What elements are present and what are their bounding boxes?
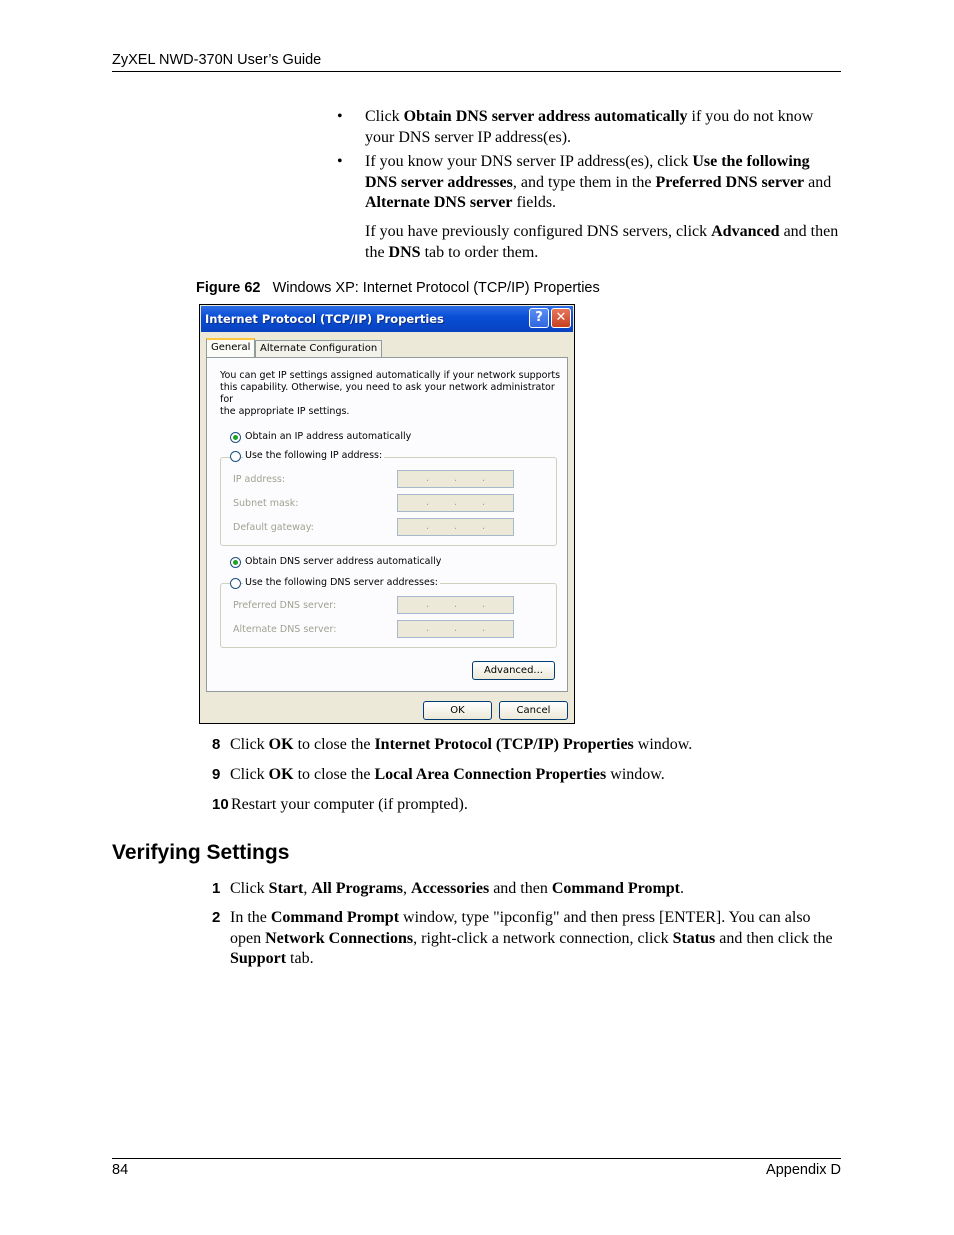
- bold-term: Alternate DNS server: [365, 194, 513, 211]
- text-run: window, type "ipconfig" and then press [ENTER]. You can also open: [230, 909, 811, 947]
- text-run: and then: [489, 880, 552, 897]
- dialog-titlebar: [201, 306, 573, 332]
- text-run: window.: [633, 736, 693, 753]
- bold-term: Preferred DNS server: [655, 173, 805, 191]
- step-text: [230, 879, 842, 900]
- obtain-ip-label[interactable]: Obtain an IP address automatically: [245, 431, 412, 442]
- text-run: if you do not know your DNS server IP address(es).: [365, 108, 814, 146]
- step-text: [230, 735, 842, 756]
- text-run: and then click the: [715, 929, 833, 947]
- section-heading: Verifying Settings: [112, 841, 290, 864]
- general-tab-panel: [206, 357, 568, 692]
- close-icon[interactable]: ✕: [551, 308, 571, 328]
- cancel-button[interactable]: Cancel: [499, 701, 568, 720]
- bullet-marker: •: [337, 108, 343, 125]
- bullet-marker: •: [337, 153, 343, 170]
- text-run: and: [804, 173, 832, 191]
- text-run: Restart your computer (if prompted).: [231, 796, 468, 813]
- footer-section: Appendix D: [766, 1162, 841, 1178]
- text-run: Click: [230, 880, 269, 897]
- header-rule: [112, 71, 841, 72]
- figure-caption: [196, 280, 600, 296]
- text-run: , right-click a network connection, click: [413, 929, 673, 947]
- bold-term: Obtain DNS server address automatically: [403, 108, 688, 125]
- preferred-dns-field[interactable]: . . .: [397, 596, 514, 614]
- text-run: Click: [230, 736, 269, 753]
- step-number: 10: [212, 796, 229, 813]
- step-number: 8: [212, 736, 221, 753]
- bold-term: Advanced: [711, 223, 780, 240]
- bullet-text: [365, 152, 845, 214]
- page-number: 84: [112, 1162, 129, 1178]
- dns-server-group: [220, 583, 557, 648]
- alternate-dns-label: Alternate DNS server:: [233, 624, 337, 635]
- default-gateway-label: Default gateway:: [233, 522, 314, 533]
- step-text: [230, 908, 842, 970]
- text-run: If you have previously configured DNS servers, click: [365, 223, 712, 240]
- dialog-title: Internet Protocol (TCP/IP) Properties: [205, 312, 444, 326]
- help-icon[interactable]: ?: [529, 308, 549, 328]
- bold-term: Internet Protocol (TCP/IP) Properties: [374, 736, 634, 753]
- text-run: .: [680, 880, 685, 897]
- intro-text: You can get IP settings assigned automatically if your network supports this capability. Otherwise, you need to ask your network administrator for the appropriate IP settings.: [220, 370, 561, 417]
- step-text: [230, 765, 842, 786]
- text-run: fields.: [512, 194, 557, 211]
- bold-term: Use the following DNS server addresses: [365, 153, 810, 191]
- preferred-dns-label: Preferred DNS server:: [233, 600, 337, 611]
- bullet-text: [365, 107, 845, 148]
- text-run: , and type them in the: [512, 173, 656, 191]
- footer-rule: [112, 1158, 841, 1159]
- text-run: to close the: [293, 736, 375, 753]
- bold-term: All Programs: [311, 880, 404, 897]
- figure-title: Windows XP: Internet Protocol (TCP/IP) Properties: [272, 280, 600, 296]
- subnet-mask-label: Subnet mask:: [233, 498, 299, 509]
- alternate-dns-field[interactable]: . . .: [397, 620, 514, 638]
- obtain-dns-label[interactable]: Obtain DNS server address automatically: [245, 556, 442, 567]
- use-dns-label[interactable]: Use the following DNS server addresses:: [245, 577, 438, 588]
- obtain-ip-radio[interactable]: [230, 432, 241, 443]
- ok-button[interactable]: OK: [423, 701, 492, 720]
- bold-term: OK: [268, 736, 294, 753]
- tcpip-properties-dialog: [199, 304, 575, 724]
- text-run: ,: [403, 880, 412, 897]
- bold-term: Command Prompt: [551, 880, 681, 897]
- subnet-mask-field[interactable]: . . .: [397, 494, 514, 512]
- text-run: tab.: [286, 950, 314, 967]
- step-number: 1: [212, 880, 221, 897]
- use-dns-radio[interactable]: [230, 578, 241, 589]
- bold-term: Network Connections: [265, 929, 414, 947]
- default-gateway-field[interactable]: . . .: [397, 518, 514, 536]
- text-run: ,: [303, 880, 312, 897]
- obtain-dns-radio[interactable]: [230, 557, 241, 568]
- tab-alternate-configuration[interactable]: Alternate Configuration: [255, 340, 382, 357]
- text-run: and then the: [365, 223, 839, 261]
- text-run: tab to order them.: [420, 243, 539, 261]
- use-ip-label[interactable]: Use the following IP address:: [245, 450, 383, 461]
- step-number: 2: [212, 909, 221, 926]
- use-ip-radio[interactable]: [230, 451, 241, 462]
- bold-term: DNS: [388, 243, 421, 261]
- text-run: Click: [365, 108, 404, 125]
- ip-address-label: IP address:: [233, 474, 286, 485]
- text-run: Click: [230, 766, 269, 783]
- step-number: 9: [212, 766, 221, 783]
- bold-term: Status: [672, 929, 716, 947]
- text-run: to close the: [293, 766, 375, 783]
- ip-address-field[interactable]: . . .: [397, 470, 514, 488]
- running-header: ZyXEL NWD-370N User’s Guide: [112, 52, 322, 68]
- bold-term: Start: [268, 880, 304, 897]
- step-text: [231, 795, 468, 816]
- bold-term: Support: [230, 950, 287, 967]
- bold-term: Accessories: [411, 880, 490, 897]
- advanced-button[interactable]: Advanced...: [472, 661, 555, 680]
- figure-label: Figure 62: [196, 280, 261, 296]
- text-run: If you know your DNS server IP address(es), click: [365, 153, 693, 170]
- bold-term: OK: [268, 766, 294, 783]
- bold-term: Local Area Connection Properties: [374, 766, 607, 783]
- tab-general[interactable]: General: [206, 338, 255, 358]
- text-run: window.: [606, 766, 665, 783]
- text-run: In the: [230, 909, 271, 926]
- bullet-note: [365, 222, 845, 263]
- bold-term: Command Prompt: [270, 909, 400, 926]
